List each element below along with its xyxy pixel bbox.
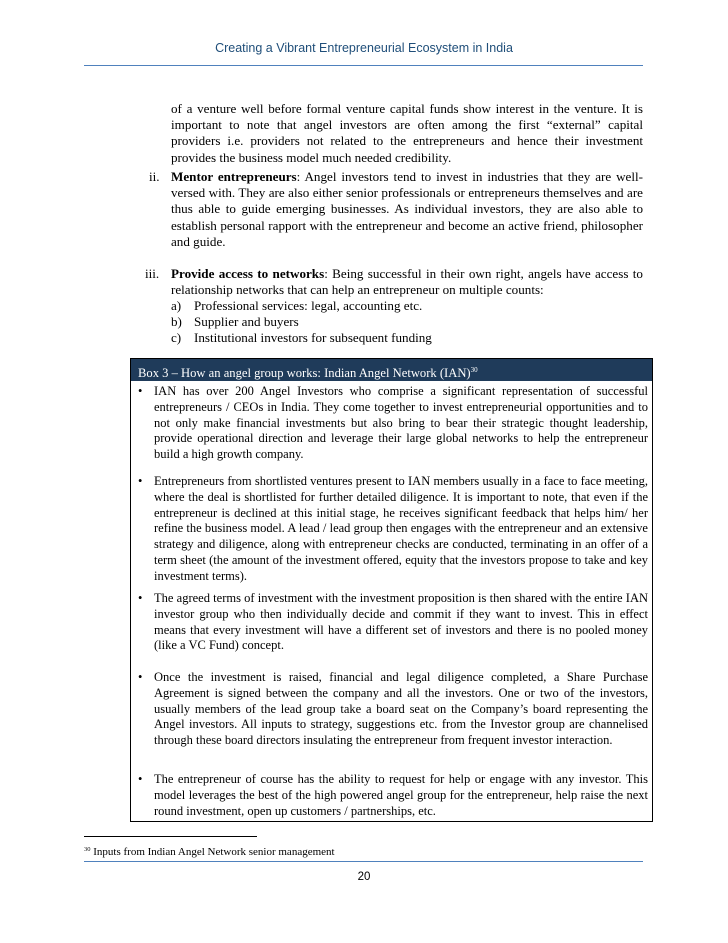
page-number: 20	[357, 871, 371, 883]
item-provide-access	[171, 266, 643, 298]
bullet-marker: •	[138, 772, 143, 786]
running-header: Creating a Vibrant Entrepreneurial Ecosystem in India	[215, 41, 513, 55]
item-text: : Being successful in their own right, angels have access to relationship networks that can help an entrepreneur on multiple counts:	[171, 266, 643, 298]
footer-rule	[84, 861, 643, 862]
footnote-text: Inputs from Indian Angel Network senior management	[93, 846, 335, 858]
footnote-ref: 30	[84, 846, 91, 853]
footnote	[84, 843, 335, 859]
sub-item-text: Professional services: legal, accounting etc.	[194, 298, 423, 313]
bullet-text: IAN has over 200 Angel Investors who comprise a significant representation of successful entrepreneurs / CEOs in India. They come together to invest entrepreneurial opportunities and to not only make financial investments but also bring to bear their strategic thought leadership, provide operational direction and leverage their large global networks to help the entrepreneur build a high growth company.	[154, 384, 648, 462]
box-title-text: Box 3 – How an angel group works: Indian Angel Network (IAN)	[138, 366, 471, 380]
sub-item-text: Supplier and buyers	[194, 314, 299, 329]
sub-item-letter: b)	[171, 314, 182, 329]
item-heading: Mentor entrepreneurs	[171, 169, 297, 184]
bullet-marker: •	[138, 384, 143, 398]
box-title-footnote-ref: 30	[470, 366, 478, 374]
header-rule	[84, 65, 643, 66]
footnote-rule	[84, 836, 257, 837]
intro-paragraph: of a venture well before formal venture capital funds show interest in the venture. It is important to note that angel investors are often among the first “external” capital providers i.e. providers not related to the entrepreneurs and hence their investment provides the business model much needed credibility.	[171, 101, 643, 165]
item-text: : Angel investors tend to invest in industries that they are well-versed with. They are also either senior professionals or entrepreneurs themselves and are thus able to guide emerging businesses. As individual investors, they are also able to establish personal rapport with the entrepreneur and become an active friend, philosopher and guide.	[171, 169, 643, 249]
item-number: iii.	[145, 266, 160, 281]
sub-item-text: Institutional investors for subsequent funding	[194, 330, 432, 345]
item-heading: Provide access to networks	[171, 266, 325, 281]
bullet-text: The agreed terms of investment with the investment proposition is then shared with the entire IAN investor group who then individually decide and commit if they want to invest. This in effect means that every investment will have a different set of investors and there is no pooled money (like a VC Fund) concept.	[154, 591, 648, 653]
bullet-text: Entrepreneurs from shortlisted ventures present to IAN members usually in a face to face meeting, where the deal is shortlisted for further detailed diligence. It is important to note, that even if the entrepreneur is declined at this initial stage, he receives significant feedback that helps him/ her refine the business model. A lead / lead group then engages with the entrepreneur and an extensive strategy and diligence, along with entrepreneur checks are conducted, terminating in an offer of a term sheet (the amount of the investment offered, equity that the investors propose to take and key investment terms).	[154, 474, 648, 583]
item-mentor-entrepreneurs	[171, 169, 643, 250]
bullet-text: Once the investment is raised, financial and legal diligence completed, a Share Purchase Agreement is signed between the company and all the investors. One or two of the investors, usually members of the lead group take a board seat on the Company’s board representing the Angel investors. All inputs to strategy, suggestions etc. from the Investor group are channelised through these board directors insulating the entrepreneur from frequent investor interaction.	[154, 670, 648, 748]
item-number: ii.	[149, 169, 160, 184]
sub-item	[171, 298, 422, 314]
sub-item	[171, 314, 299, 330]
bullet-text: The entrepreneur of course has the ability to request for help or engage with any investor. This model leverages the best of the high powered angel group for the entrepreneur, help raise the next round investment, open up customers / partnerships, etc.	[154, 772, 648, 818]
sub-item-letter: a)	[171, 298, 182, 313]
sub-item	[171, 330, 432, 346]
bullet-marker: •	[138, 670, 143, 684]
bullet-marker: •	[138, 591, 143, 605]
sub-item-letter: c)	[171, 330, 182, 345]
bullet-marker: •	[138, 474, 143, 488]
box-title	[131, 359, 652, 381]
